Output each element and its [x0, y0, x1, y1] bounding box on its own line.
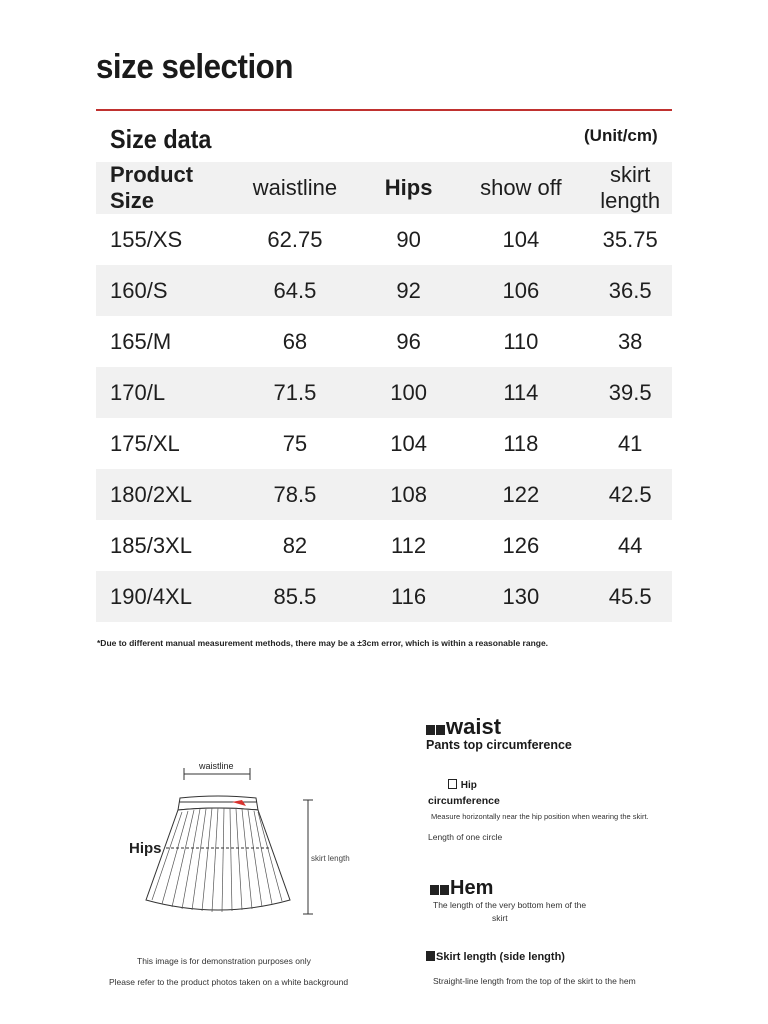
unit-label: (Unit/cm) — [584, 126, 658, 145]
cell-hips: 90 — [396, 226, 421, 252]
cell-hips: 108 — [390, 481, 427, 507]
cell-skirt-length: 39.5 — [608, 379, 652, 405]
table-row — [96, 367, 672, 418]
table-row — [96, 520, 672, 571]
measurement-footnote: *Due to different manual measurement methods, there may be a ±3cm error, which is within a reasonable range. — [97, 638, 549, 648]
hips-label: Hips — [129, 840, 162, 857]
size-table — [96, 162, 672, 622]
skirt-length-label: skirt length — [311, 854, 350, 863]
unknown-glyph-icon — [430, 885, 439, 895]
legend-waist-desc: Pants top circumference — [426, 738, 572, 752]
cell-show-off: 104 — [502, 226, 540, 252]
waistline-label: waistline — [199, 761, 234, 771]
table-row — [96, 265, 672, 316]
cell-size: 185/3XL — [110, 532, 192, 558]
cell-show-off: 114 — [503, 379, 539, 405]
cell-skirt-length: 44 — [617, 532, 643, 558]
section-title: Size data — [110, 124, 212, 154]
cell-skirt-length: 42.5 — [608, 481, 652, 507]
cell-waistline: 85.5 — [273, 583, 317, 609]
cell-hips: 96 — [396, 328, 421, 354]
legend-hem-desc-1: The length of the very bottom hem of the — [433, 900, 587, 910]
cell-waistline: 75 — [282, 430, 308, 456]
unknown-glyph-icon — [448, 779, 457, 789]
cell-skirt-length: 35.75 — [602, 226, 658, 252]
legend-hem-title: Hem — [450, 877, 494, 899]
cell-show-off: 130 — [502, 583, 540, 609]
cell-size: 165/M — [110, 328, 172, 354]
header-waistline: waistline — [252, 175, 338, 200]
cell-skirt-length: 45.5 — [608, 583, 652, 609]
cell-hips: 100 — [390, 379, 427, 405]
table-row — [96, 571, 672, 622]
cell-size: 175/XL — [110, 430, 180, 456]
cell-hips: 116 — [391, 583, 427, 609]
unknown-glyph-icon — [426, 725, 435, 735]
header-show-off: show off — [480, 175, 562, 200]
cell-size: 190/4XL — [110, 583, 192, 609]
legend-hem-heading — [430, 877, 493, 900]
legend-hip-heading — [448, 779, 477, 791]
legend-hip-title: Hip — [460, 780, 477, 791]
table-row — [96, 316, 672, 367]
table-header-row — [96, 162, 672, 214]
table-row — [96, 418, 672, 469]
cell-size: 170/L — [110, 379, 166, 405]
cell-waistline: 82 — [282, 532, 308, 558]
cell-size: 160/S — [110, 277, 168, 303]
legend-skirt-desc: Straight-line length from the top of the skirt to the hem — [433, 976, 636, 986]
cell-hips: 92 — [396, 277, 421, 303]
header-skirt-length: skirt length — [600, 162, 661, 213]
legend-hip-title-2: circumference — [428, 795, 500, 807]
page-title: size selection — [96, 48, 293, 86]
cell-show-off: 126 — [502, 532, 540, 558]
legend-hip-desc-1: Measure horizontally near the hip position when wearing the skirt. — [431, 812, 649, 821]
table-row — [96, 214, 672, 265]
unknown-glyph-icon — [426, 951, 435, 961]
diagram-caption-line1: This image is for demonstration purposes only — [137, 956, 311, 966]
cell-show-off: 106 — [502, 277, 540, 303]
legend-hip-desc-2: Length of one circle — [428, 832, 503, 842]
cell-size: 155/XS — [110, 226, 183, 252]
cell-waistline: 62.75 — [267, 226, 323, 252]
header-hips: Hips — [384, 175, 433, 200]
header-product-size: Product Size — [110, 162, 194, 213]
legend-skirt-heading — [426, 951, 565, 963]
cell-waistline: 78.5 — [273, 481, 317, 507]
skirt-diagram — [118, 750, 378, 930]
unknown-glyph-icon — [440, 885, 449, 895]
cell-size: 180/2XL — [110, 481, 192, 507]
cell-waistline: 64.5 — [273, 277, 317, 303]
cell-waistline: 68 — [282, 328, 308, 354]
cell-show-off: 110 — [503, 328, 539, 354]
cell-skirt-length: 38 — [617, 328, 643, 354]
cell-show-off: 122 — [502, 481, 540, 507]
title-divider — [96, 109, 672, 111]
table-row — [96, 469, 672, 520]
cell-hips: 112 — [391, 532, 427, 558]
legend-waist-title: waist — [446, 714, 502, 739]
legend-skirt-title: Skirt length (side length) — [436, 951, 565, 963]
cell-show-off: 118 — [503, 430, 539, 456]
skirt-body — [146, 808, 290, 910]
diagram-caption-line2: Please refer to the product photos taken on a white background — [109, 977, 349, 987]
cell-hips: 104 — [390, 430, 427, 456]
legend-waist-heading — [426, 714, 501, 740]
cell-skirt-length: 36.5 — [608, 277, 652, 303]
legend-hem-desc-2: skirt — [492, 913, 508, 923]
cell-waistline: 71.5 — [273, 379, 317, 405]
cell-skirt-length: 41 — [617, 430, 643, 456]
unknown-glyph-icon — [436, 725, 445, 735]
